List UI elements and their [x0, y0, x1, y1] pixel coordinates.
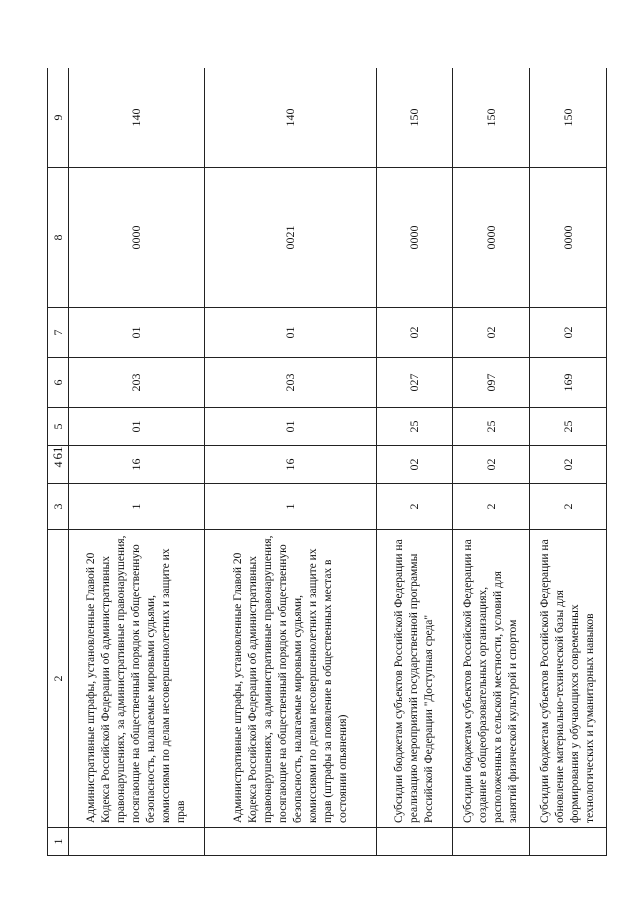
code-cell: 169 [530, 358, 607, 408]
column-header: 9 [48, 68, 69, 168]
code-cell: 150 [453, 68, 530, 168]
row-number-cell [530, 828, 607, 856]
code-cell: 027 [377, 358, 453, 408]
code-cell: 140 [205, 68, 377, 168]
code-cell: 150 [530, 68, 607, 168]
column-number-header [48, 68, 69, 856]
code-cell: 25 [530, 408, 607, 446]
code-cell: 25 [377, 408, 453, 446]
code-cell: 16 [69, 446, 205, 484]
budget-revenue-table [47, 68, 607, 856]
rotated-content [47, 68, 615, 856]
code-cell: 2 [530, 484, 607, 530]
code-cell: 1 [69, 484, 205, 530]
table-row [530, 68, 607, 856]
code-cell: 02 [453, 308, 530, 358]
code-cell: 02 [377, 446, 453, 484]
column-header: 4 [48, 446, 69, 484]
code-cell: 2 [377, 484, 453, 530]
code-cell: 01 [205, 308, 377, 358]
code-cell: 01 [205, 408, 377, 446]
code-cell: 1 [205, 484, 377, 530]
code-cell: 0000 [69, 168, 205, 308]
code-cell: 0000 [530, 168, 607, 308]
table-row [69, 68, 205, 856]
code-cell: 150 [377, 68, 453, 168]
code-cell: 02 [530, 308, 607, 358]
table-row [453, 68, 530, 856]
code-cell: 16 [205, 446, 377, 484]
description-cell: Субсидии бюджетам субъектов Российской Федерации на обновление материально-технической базы для формирования у обучающихся современных технологических и гуманитарных навыков [530, 530, 607, 828]
code-cell: 0000 [453, 168, 530, 308]
column-header: 1 [48, 828, 69, 856]
column-header: 5 [48, 408, 69, 446]
table-row [377, 68, 453, 856]
rotated-table-area [47, 68, 615, 856]
column-header: 8 [48, 168, 69, 308]
code-cell: 0000 [377, 168, 453, 308]
code-cell: 02 [530, 446, 607, 484]
description-cell: Субсидии бюджетам субъектов Российской Федерации на реализацию мероприятий государственной программы Российской Федерации "Доступная среда" [377, 530, 453, 828]
code-cell: 01 [69, 308, 205, 358]
column-header: 3 [48, 484, 69, 530]
column-header: 7 [48, 308, 69, 358]
row-number-cell [453, 828, 530, 856]
description-cell: Административные штрафы, установленные Главой 20 Кодекса Российской Федерации об административных правонарушениях, за административные правонарушения, посягающие на общественный порядок и общественную безопасность, налагаемые мировыми судьями, комиссиями по делам несовершеннолетних и защите их прав [69, 530, 205, 828]
code-cell: 203 [205, 358, 377, 408]
code-cell: 02 [453, 446, 530, 484]
column-header: 6 [48, 358, 69, 408]
column-header: 2 [48, 530, 69, 828]
row-number-cell [205, 828, 377, 856]
code-cell: 02 [377, 308, 453, 358]
code-cell: 01 [69, 408, 205, 446]
row-number-cell [69, 828, 205, 856]
page-number: 61 [50, 446, 65, 460]
description-cell: Административные штрафы, установленные Главой 20 Кодекса Российской Федерации об административных правонарушениях, за административные правонарушения, посягающие на общественный порядок и общественную безопасность, налагаемые мировыми судьями, комиссиями по делам несовершеннолетних и защите их прав (штрафы за появление в общественных местах в состоянии опьянения) [205, 530, 377, 828]
code-cell: 203 [69, 358, 205, 408]
code-cell: 2 [453, 484, 530, 530]
description-cell: Субсидии бюджетам субъектов Российской Федерации на создание в общеобразовательных организациях, расположенных в сельской местности, условий для занятий физической культурой и спортом [453, 530, 530, 828]
code-cell: 097 [453, 358, 530, 408]
table-row [205, 68, 377, 856]
code-cell: 140 [69, 68, 205, 168]
row-number-cell [377, 828, 453, 856]
code-cell: 25 [453, 408, 530, 446]
code-cell: 0021 [205, 168, 377, 308]
